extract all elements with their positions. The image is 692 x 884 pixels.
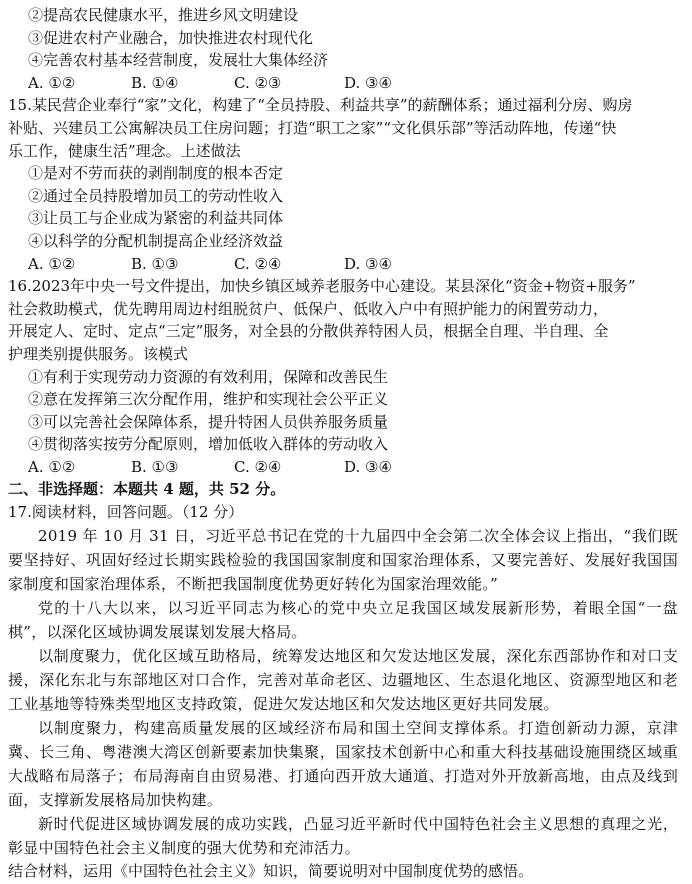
q16-options (28, 456, 678, 479)
option-d: D. ③④ (344, 254, 392, 273)
q14-item-4: ④完善农村基本经营制度，发展壮大集体经济 (28, 51, 329, 70)
q15-options (28, 253, 678, 276)
material-paragraph: 以制度聚力，优化区域互助格局，统筹发达地区和欠发达地区发展，深化东西部协作和对口支援，深化东北与东部地区对口合作，完善对革命老区、边疆地区、生态退化地区、资源型地区和老工业基地等特殊类型地区支持政策，促进欠发达地区和欠发达地区更好共同发展。 (8, 646, 678, 713)
material-paragraph: 新时代促进区域协调发展的成功实践，凸显习近平新时代中国特色社会主义思想的真理之光，彰显中国特色社会主义制度的强大优势和充沛活力。 (8, 814, 678, 857)
q14-item-3: ③促进农村产业融合，加快推进农村现代化 (28, 28, 314, 47)
material-paragraph: 2019 年 10 月 31 日，习近平总书记在党的十九届四中全会第二次全体会议上指出，“我们既要坚持好、巩固好经过长期实践检验的我国国家制度和国家治理体系，又要完善好、发展好我国国家制度和国家治理体系，不断把我国制度优势更好转化为国家治理效能。” (8, 526, 678, 593)
question-16 (8, 275, 678, 478)
option-b: B. ①③ (131, 254, 179, 273)
material-paragraph: 以制度聚力，构建高质量发展的区域经济布局和国土空间支撑体系。打造创新动力源，京津冀、长三角、粤港澳大湾区创新要素加快集聚，国家技术创新中心和重大科技基础设施围绕区域重大战略布局落子；布局海南自由贸易港、打通向西开放大通道、打造对外开放新高地，由点及线到面，支撑新发展格局加快构建。 (8, 718, 678, 809)
q16-item-3: ③可以完善社会保障体系，提升特困人员供养服务质量 (28, 412, 389, 431)
option-c: C. ②④ (234, 457, 282, 476)
q15-item-4: ④以科学的分配机制提高企业经济效益 (28, 231, 284, 250)
option-b: B. ①③ (131, 457, 179, 476)
option-a: A. ①② (28, 73, 76, 92)
q15-stem-line: 乐工作，健康生活”理念。上述做法 (8, 141, 241, 160)
q15-item-2: ②通过全员持股增加员工的劳动性收入 (28, 186, 284, 205)
q17-question: 结合材料，运用《中国特色社会主义》知识，简要说明对中国制度优势的感悟。 (8, 861, 534, 880)
q16-item-1: ①有利于实现劳动力资源的有效利用，保障和改善民生 (28, 367, 389, 386)
option-d: D. ③④ (344, 457, 392, 476)
option-a: A. ①② (28, 254, 76, 273)
q16-stem-line: 开展定人、定时、定点“三定”服务，对全县的分散供养特困人员，根据全自理、半自理、全 (8, 322, 609, 341)
option-c: C. ②③ (234, 73, 282, 92)
option-d: D. ③④ (344, 73, 392, 92)
question-15 (8, 94, 678, 275)
q16-item-2: ②意在发挥第三次分配作用，维护和实现社会公平正义 (28, 390, 389, 409)
q15-item-3: ③让员工与企业成为紧密的利益共同体 (28, 209, 284, 228)
q14-item-2: ②提高农民健康水平，推进乡风文明建设 (28, 6, 299, 24)
q16-stem-line: 社会救助模式，优先聘用周边村组脱贫户、低保户、低收入户中有照护能力的闲置劳动力， (8, 299, 609, 318)
q16-stem-line: 护理类别提供服务。该模式 (8, 344, 189, 363)
q16-item-4: ④贯彻落实按劳分配原则，增加低收入群体的劳动收入 (28, 435, 389, 454)
section-heading: 二、非选择题：本题共 4 题，共 52 分。 (8, 480, 286, 499)
q14-options (28, 72, 678, 95)
option-a: A. ①② (28, 457, 76, 476)
q16-stem-line: 16.2023年中央一号文件提出，加快乡镇区域养老服务中心建设。某县深化“资金+物资+服务” (8, 277, 636, 296)
material-paragraph: 党的十八大以来，以习近平同志为核心的党中央立足我国区域发展新形势，着眼全国“一盘棋”，以深化区域协调发展谋划发展大格局。 (8, 598, 678, 641)
option-c: C. ②④ (234, 254, 282, 273)
q15-stem-line: 补贴、兴建员工公寓解决员工住房问题；打造“职工之家”“文化俱乐部”等活动阵地，传递“快 (8, 118, 617, 137)
option-b: B. ①④ (131, 73, 179, 92)
q17-stem: 17.阅读材料，回答问题。（12 分） (8, 503, 244, 522)
question-17 (8, 501, 678, 882)
q15-item-1: ①是对不劳而获的剥削制度的根本否定 (28, 164, 284, 183)
q15-stem-line: 15.某民营企业奉行“家”文化，构建了“全员持股、利益共享”的薪酬体系；通过福利分房、购房 (8, 96, 633, 115)
question-14 (28, 4, 678, 94)
